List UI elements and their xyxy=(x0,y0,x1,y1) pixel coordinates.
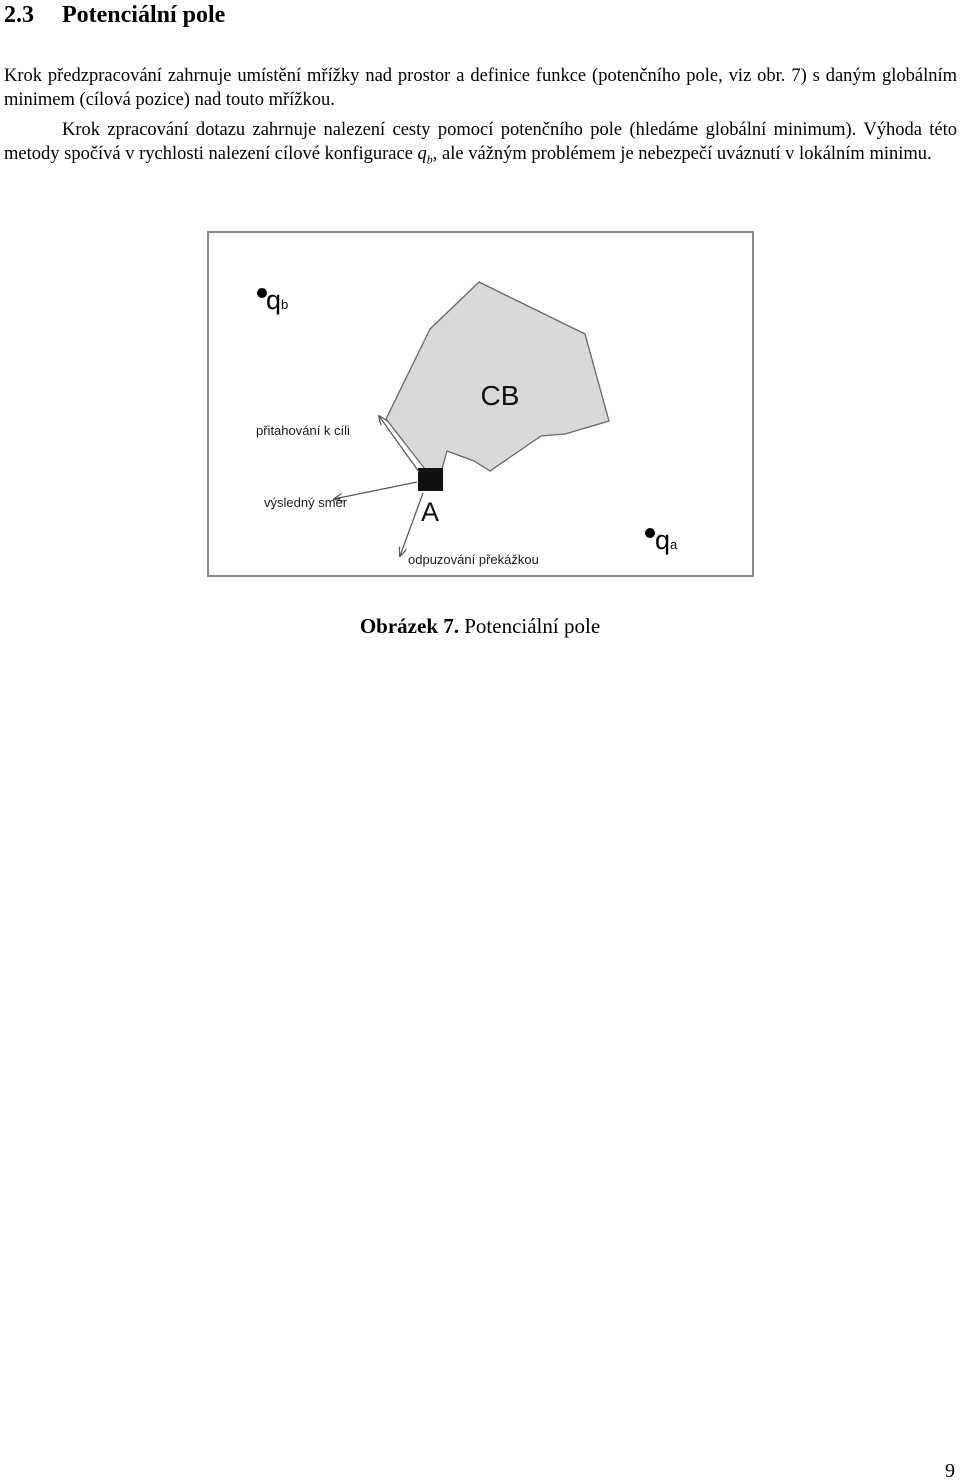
potential-field-figure xyxy=(207,231,754,577)
result-label: výsledný směr xyxy=(264,495,348,510)
section-title: Potenciální pole xyxy=(62,2,226,28)
paragraph-preprocessing: Krok předzpracování zahrnuje umístění mřížky nad prostor a definice funkce (potenčního pole, viz obr. 7) s daným globálním minimem (cílová pozice) nad touto mřížkou. xyxy=(4,66,957,110)
attraction-label: přitahování k cíli xyxy=(256,423,350,438)
paragraph-query-subscript: b xyxy=(426,152,433,167)
robot-label: A xyxy=(420,497,440,527)
obstacle-label: CB xyxy=(480,380,520,411)
paragraph-query xyxy=(4,118,957,166)
goal-point-subscript: b xyxy=(281,297,289,312)
robot-square xyxy=(418,468,443,491)
paragraph-query-text-start: Krok zpracování dotazu zahrnuje nalezení cesty pomocí potenčního pole (hledáme globální minimum). Výhoda této metody spočívá v rychlosti nalezení cílové konfigurace xyxy=(4,120,957,164)
caption-text: Potenciální pole xyxy=(464,614,601,638)
figure-caption xyxy=(0,612,960,640)
start-point-symbol: q xyxy=(655,525,671,555)
repulsion-label: odpuzování překážkou xyxy=(408,552,539,567)
section-number: 2.3 xyxy=(4,2,34,28)
section-heading xyxy=(4,0,225,30)
paragraph-query-symbol: q xyxy=(417,144,427,164)
page-number: 9 xyxy=(945,1460,955,1482)
caption-label: Obrázek 7. xyxy=(359,614,459,638)
paragraph-query-text-end: , ale vážným problémem je nebezpečí uváznutí v lokálním minimu. xyxy=(432,144,932,164)
start-point-subscript: a xyxy=(670,537,678,552)
goal-point-symbol: q xyxy=(266,285,282,315)
potential-field-diagram xyxy=(207,231,754,577)
start-point-icon xyxy=(645,528,655,538)
